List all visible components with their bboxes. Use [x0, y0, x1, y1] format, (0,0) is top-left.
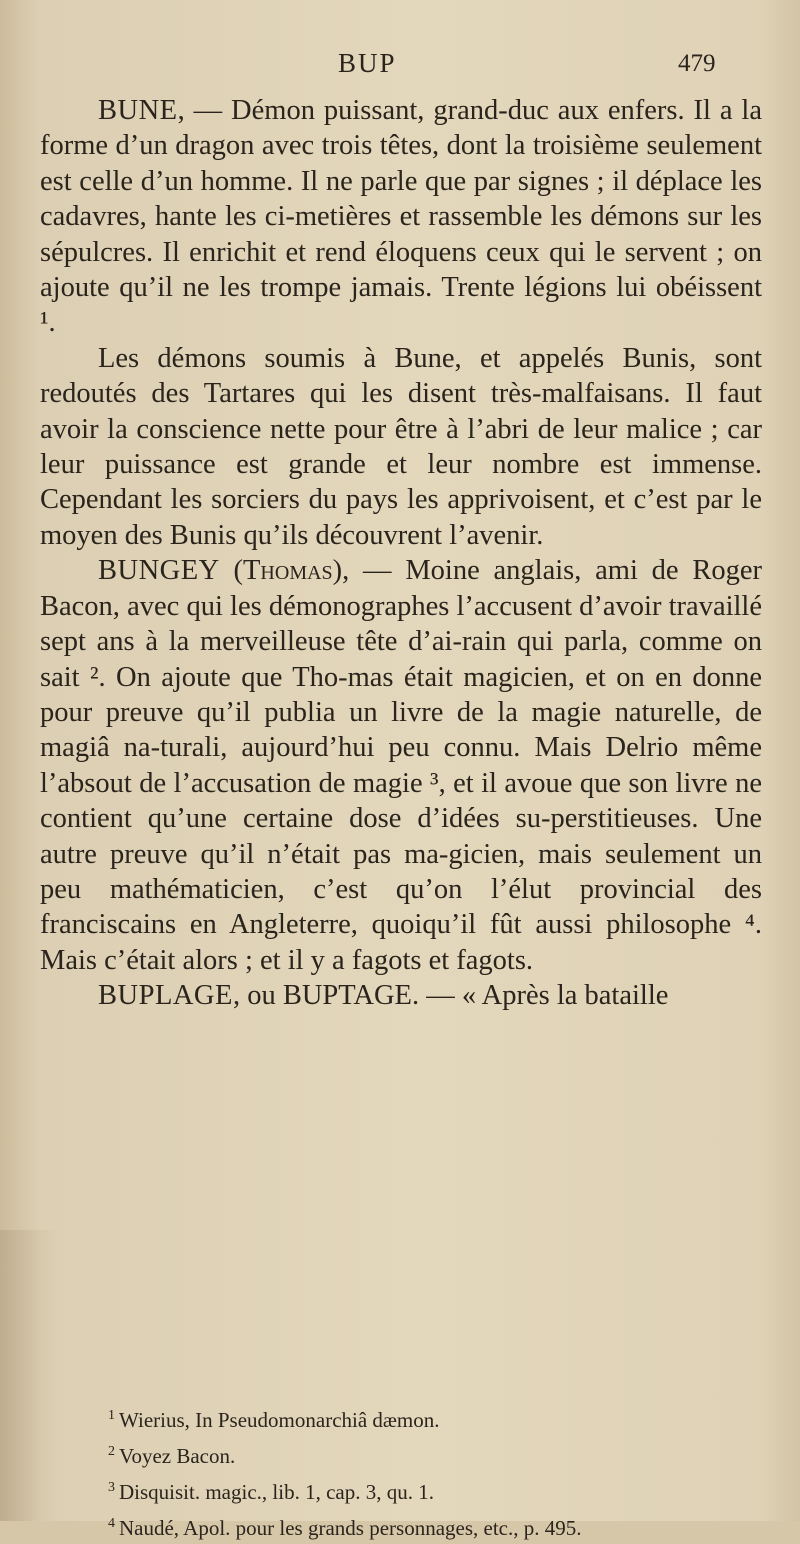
headword-name: (Thomas): [219, 555, 343, 587]
page-number: 479: [678, 50, 716, 77]
footnote-number: 2: [108, 1444, 115, 1459]
entry-continuation: Les démons soumis à Bune, et appelés Bunis, sont redoutés des Tartares qui les disent très-malfaisans. Il faut avoir la conscience nette pour être à l’abri de leur malice ; car leur puissance est grande et leur nombre est immense. Cependant les sorciers du pays les apprivoisent, et c’est par le moyen des Bunis qu’ils découvrent l’avenir.: [40, 342, 762, 551]
headword: BUNGEY: [98, 555, 220, 587]
page-shadow: [0, 1230, 60, 1521]
running-head: BUP: [338, 48, 397, 78]
entry-bune: [40, 93, 762, 341]
footnote-text: Voyez Bacon.: [119, 1444, 236, 1468]
entry-text: , — Démon puissant, grand-duc aux enfers. Il a la forme d’un dragon avec trois têtes, dont la troisième seulement est celle d’un homme. Il ne parle que par signes ; il déplace les cadavres, hante les ci-metières et rassemble les démons sur les sépulcres. Il enrichit et rend éloquens ceux qui le servent ; on ajoute qu’il ne les trompe jamais. Trente légions lui obéissent ¹.: [40, 95, 762, 339]
entry-bungey: [40, 553, 762, 978]
footnote-number: 4: [108, 1516, 115, 1531]
page-body: [40, 93, 762, 1014]
footnote-text: Naudé, Apol. pour les grands personnages, etc., p. 495.: [119, 1516, 582, 1540]
entry-text: , — Moine anglais, ami de Roger Bacon, avec qui les démonographes l’accusent d’avoir travaillé sept ans à la merveilleuse tête d’ai-rain qui parla, comme on sait ². On ajoute que Tho-mas était magicien, et on en donne pour preuve qu’il publia un livre de la magie naturelle, de magiâ na-turali, aujourd’hui peu connu. Mais Delrio même l’absout de l’accusation de magie ³, et il avoue que son livre ne contient qu’une certaine dose d’idées su-perstitieuses. Une autre preuve qu’il n’était pas ma-gicien, mais seulement un peu mathématicien, c’est qu’on l’élut provincial des franciscains en Angleterre, quoiqu’il fût aussi philosophe ⁴. Mais c’était alors ; et il y a fagots et fagots.: [40, 555, 762, 976]
footnote: [108, 1436, 768, 1472]
page-header: [0, 48, 800, 92]
headword: BUNE: [98, 95, 178, 126]
footnote-number: 3: [108, 1480, 115, 1495]
footnote-text: Disquisit. magic., lib. 1, cap. 3, qu. 1.: [119, 1480, 434, 1504]
footnotes: [108, 1400, 768, 1544]
footnote-text: Wierius, In Pseudomonarchiâ dæmon.: [119, 1408, 440, 1432]
footnote: [108, 1400, 768, 1436]
footnote: [108, 1472, 768, 1508]
entry-buplage: [40, 978, 762, 1013]
headword: BUPLAGE: [98, 980, 233, 1012]
footnote-number: 1: [108, 1408, 115, 1423]
footnote: [108, 1508, 768, 1544]
entry-text: , ou BUPTAGE. — « Après la bataille: [232, 980, 669, 1012]
